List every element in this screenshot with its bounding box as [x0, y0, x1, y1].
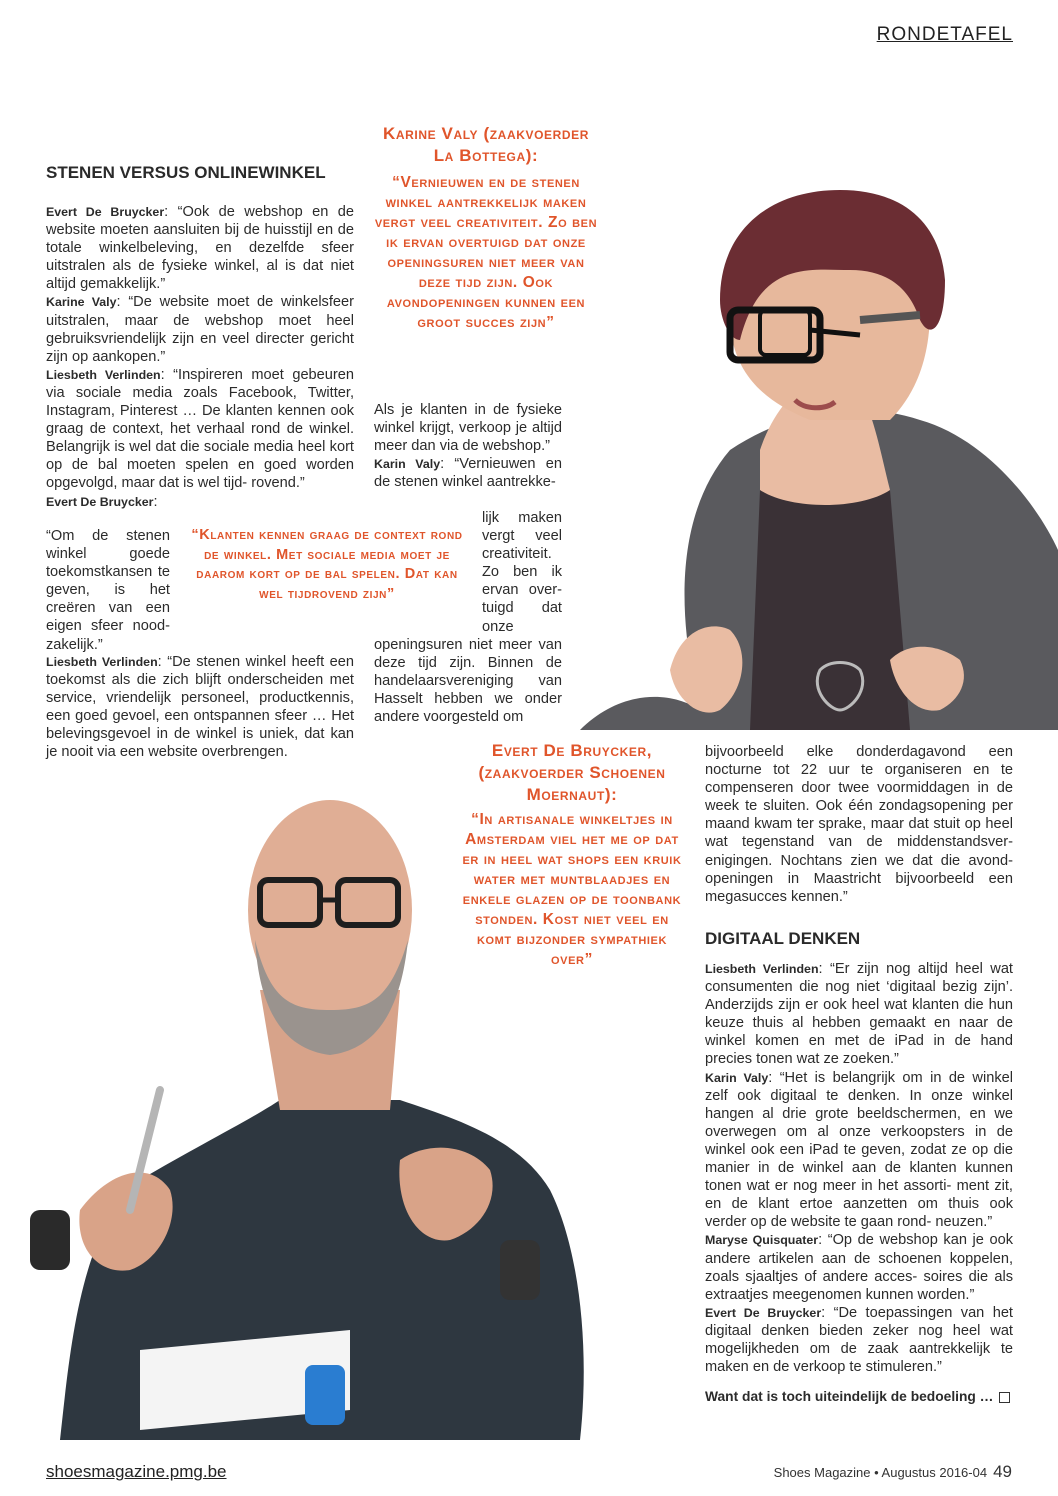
quote-author: Evert De Bruycker, (zaakvoerder Schoenen Moernaut):: [478, 741, 666, 804]
right-column-text: [705, 960, 1013, 1406]
end-mark-icon: [999, 1392, 1010, 1403]
speaker-name: Evert De Bruycker: [46, 494, 154, 509]
right-column-text-top: bijvoorbeeld elke donderdagavond een nocturne tot 22 uur te organiseren en te compenseren door twee voormiddagen in de week te sluiten. Ook één zondagsopening per maand kwam ter sprake, maar dat stuit op heel wat tegenstand van de middenstandsver- enigingen. Nochtans zien we dat die avond- openingen in Maastricht bijvoorbeeld een megasucces kennen.”: [705, 744, 1013, 905]
pull-quote-context: “Klanten kennen graag de context rond de winkel. Met sociale media moet je daarom kort op de bal spelen. Dat kan wel tijdrovend zijn”: [191, 527, 463, 602]
paragraph: Evert De Bruycker: “Ook de webshop en de website moeten aansluiten bij de huisstijl en de totale winkelbeleving, en dezelfde sfeer uitstralen als de fysieke winkel, al is dat niet altijd gemakkelijk.”: [46, 204, 354, 293]
middle-column-text: Als je klanten in de fysieke winkel krijgt, verkoop je altijd meer dan via de webshop.” Karin Valy: “Vernieuwen en de stenen winkel aantrekke-: [374, 402, 562, 491]
section-heading-stenen: STENEN VERSUS ONLINEWINKEL: [46, 163, 326, 182]
speaker-name: Liesbeth Verlinden: [46, 367, 161, 382]
quote-text: “In artisanale winkeltjes in Amsterdam viel het me op dat er in heel wat shops een kruik water met muntblaadjes en enkele glazen op de toonbank stonden. Kost niet veel en komt bijzonder sympathiek over”: [462, 811, 682, 968]
footer-issue: Shoes Magazine • Augustus 2016-04 49: [773, 1462, 1012, 1481]
left-column-text-bottom: [46, 653, 354, 762]
paragraph: Evert De Bruycker:: [46, 493, 158, 510]
section-heading-digitaal: DIGITAAL DENKEN: [705, 929, 861, 948]
speaker-name: Liesbeth Verlinden: [705, 962, 819, 976]
paragraph: Evert De Bruycker: “De toepassingen van het digitaal denken bieden zeker nog heel wat mogelijkheden om de zaak aantrekkelijk te maken en de verkoop te stimuleren.”: [705, 1304, 1013, 1376]
speaker-name: Evert De Bruycker: [46, 205, 165, 219]
speaker-name: Karine Valy: [46, 295, 117, 310]
paragraph: Maryse Quisquater: “Op de webshop kan je ook andere artikelen aan de schoenen koppelen, zoals sjaaltjes of andere acces- soires die als extraatjes meegenomen kunnen worden.”: [705, 1232, 1014, 1303]
left-narrow-text: “Om de stenen winkel goede toekomstkansen te geven, is het creëren van een eigen sfeer nood- zakelijk.”: [46, 528, 170, 653]
middle-narrow-text: lijk maken vergt veel creativiteit. Zo ben ik ervan over- tuigd dat onze: [482, 510, 562, 635]
footer-website[interactable]: shoesmagazine.pmg.be: [46, 1462, 227, 1481]
quote-text: “Vernieuwen en de stenen winkel aantrekkelijk maken vergt veel creativiteit. Zo ben ik ervan overtuigd dat onze openingsuren niet meer van deze tijd zijn. Ook avondopeningen kunnen een groot succes zijn”: [374, 174, 598, 331]
speaker-name: Karin Valy: [705, 1070, 769, 1085]
photo-evert-de-bruycker: [20, 790, 595, 1440]
left-column-text: [46, 203, 354, 511]
quote-author: Karine Valy (zaakvoerder La Bottega):: [382, 124, 590, 165]
closing-line: Want dat is toch uiteindelijk de bedoeling …: [705, 1388, 1013, 1406]
paragraph: Liesbeth Verlinden: “Er zijn nog altijd heel wat consumenten die nog niet ‘digitaal bezig zijn’. Anderzijds zijn er ook heel wat klanten die hun keuze thuis al hebben gemaakt en naar de winkel komen en met de iPad in de hand precies tonen wat ze zoeken.”: [705, 961, 1013, 1068]
section-label: RONDETAFEL: [876, 24, 1013, 45]
photo-karine-valy: [560, 190, 1058, 730]
page-number: 49: [993, 1462, 1012, 1481]
speaker-name: Evert De Bruycker: [705, 1305, 822, 1320]
paragraph: Karin Valy: “Het is belangrijk om in de winkel zelf ook digitaal te denken. In onze winkel hangen al drie grote beeldschermen, en we overwegen om al onze verkoopsters in de winkel ook een iPad te geven, zodat ze op die manier in de winkel aan de klanten kunnen tonen wat er nog meer in het assorti- ment zit, en de klant ertoe aanzetten om thuis ook verder op de website te gaan rond- neuzen.”: [705, 1069, 1013, 1231]
speaker-name: Liesbeth Verlinden: [46, 655, 158, 669]
paragraph: Liesbeth Verlinden: “De stenen winkel heeft een toekomst als die zich blijft onderscheiden met service, vriendelijk personeel, productkennis, een goed gevoel, een ontspannen sfeer … Het belevingsgevoel in de winkel is uniek, dat kan je nooit via een website overbrengen.: [46, 654, 354, 761]
speaker-name: Karin Valy: [374, 457, 441, 472]
paragraph: Liesbeth Verlinden: “Inspireren moet gebeuren via sociale media zoals Facebook, Twitter, Instagram, Pinterest … De klanten kennen ook graag de context, het verhaal rond de winkel. Belangrijk is wel dat die sociale media heel kort op de bal moeten spelen en goed worden opgevolgd, maar dat is wel tijd- rovend.”: [46, 366, 355, 492]
paragraph: Karine Valy: “De website moet de winkelsfeer uitstralen, maar de webshop moet heel gebruiksvriendelijk zijn en veel directer gericht zijn op aankopen.”: [46, 294, 355, 365]
middle-column-text-bottom: openingsuren niet meer van deze tijd zijn. Binnen de handelaarsvereniging van Hasselt hebben we onder andere voorgesteld om: [374, 637, 562, 726]
speaker-name: Maryse Quisquater: [705, 1233, 819, 1248]
